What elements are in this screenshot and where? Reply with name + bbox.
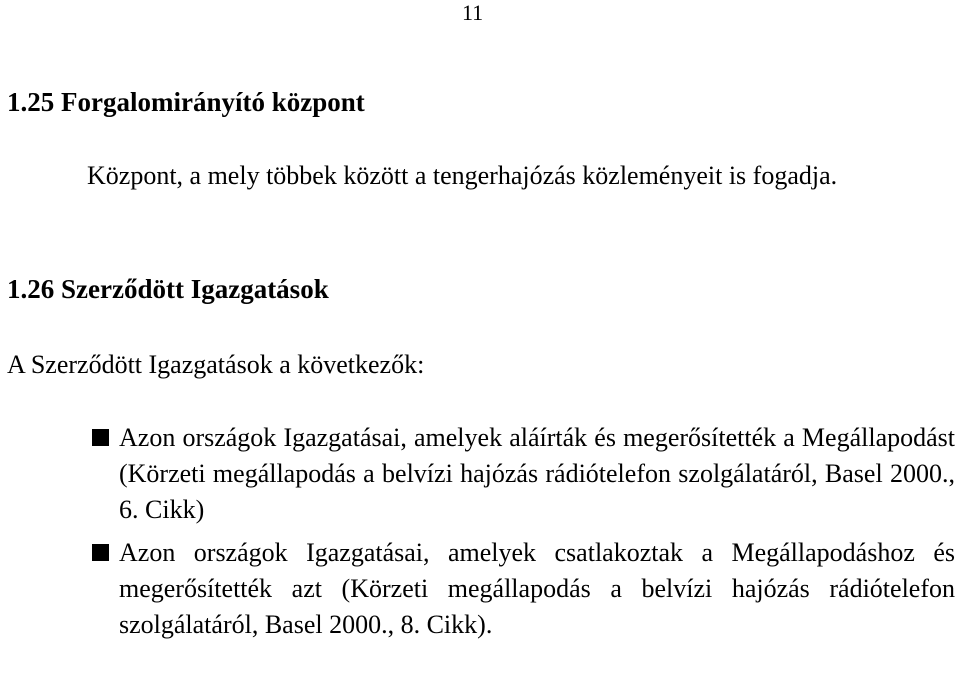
page-number: 11 bbox=[462, 0, 484, 25]
square-bullet-icon bbox=[92, 429, 109, 446]
bullet-item-2-text: Azon országok Igazgatásai, amelyek csatlakoztak a Megállapodáshoz és megerősítették azt (Körzeti megállapodás a belvízi hajózás rádiótelefon szolgálatáról, Basel 2000., 8. Cikk). bbox=[119, 538, 955, 639]
section-1-25-body: Központ, a mely többek között a tengerhajózás közleményeit is fogadja. bbox=[87, 161, 838, 190]
bullet-item-1-text: Azon országok Igazgatásai, amelyek aláírták és megerősítették a Megállapodást (Körzeti megállapodás a belvízi hajózás rádiótelefon szolgálatáról, Basel 2000., 6. Cikk) bbox=[119, 423, 955, 524]
square-bullet-icon bbox=[92, 544, 109, 561]
section-1-25-heading: 1.25 Forgalomirányító központ bbox=[7, 87, 365, 117]
section-1-26-heading: 1.26 Szerződött Igazgatások bbox=[7, 274, 329, 304]
section-1-26-intro: A Szerződött Igazgatások a következők: bbox=[7, 350, 425, 379]
